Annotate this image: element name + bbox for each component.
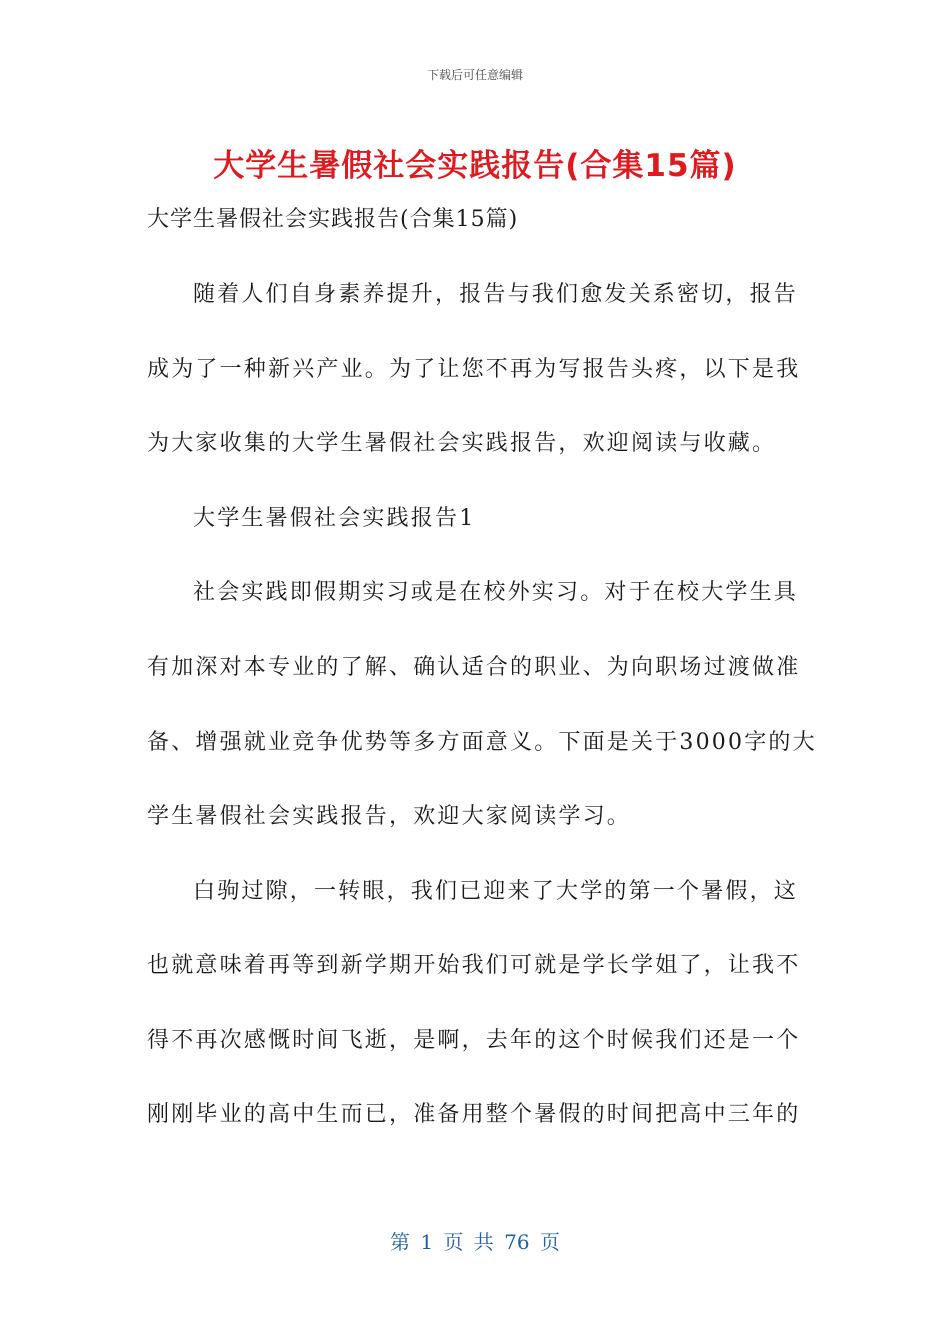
- paragraph-line: 得不再次感慨时间飞逝，是啊，去年的这个时候我们还是一个: [147, 1028, 801, 1053]
- paragraph-line: 刚刚毕业的高中生而已，准备用整个暑假的时间把高中三年的: [147, 1102, 801, 1127]
- paragraph-line: 社会实践即假期实习或是在校外实习。对于在校大学生具: [193, 580, 799, 605]
- paragraph-line: 备、增强就业竞争优势等多方面意义。下面是关于3000字的大: [147, 730, 817, 755]
- paragraph-line: 成为了一种新兴产业。为了让您不再为写报告头疼，以下是我: [147, 357, 801, 382]
- paragraph-line: 白驹过隙，一转眼，我们已迎来了大学的第一个暑假，这: [193, 879, 799, 904]
- section-heading: 大学生暑假社会实践报告1: [193, 506, 476, 531]
- paragraph-line: 随着人们自身素养提升，报告与我们愈发关系密切，报告: [193, 282, 799, 307]
- page-number: 第 1 页 共 76 页: [390, 1230, 560, 1254]
- paragraph-line: 学生暑假社会实践报告，欢迎大家阅读学习。: [147, 804, 632, 829]
- paragraph-line: 为大家收集的大学生暑假社会实践报告，欢迎阅读与收藏。: [147, 431, 777, 456]
- paragraph-line: 有加深对本专业的了解、确认适合的职业、为向职场过渡做准: [147, 655, 801, 680]
- document-subtitle: 大学生暑假社会实践报告(合集15篇): [147, 207, 519, 232]
- paragraph-line: 也就意味着再等到新学期开始我们可就是学长学姐了，让我不: [147, 953, 801, 978]
- header-note: 下载后可任意编辑: [426, 68, 523, 82]
- document-title: 大学生暑假社会实践报告(合集15篇): [213, 148, 737, 184]
